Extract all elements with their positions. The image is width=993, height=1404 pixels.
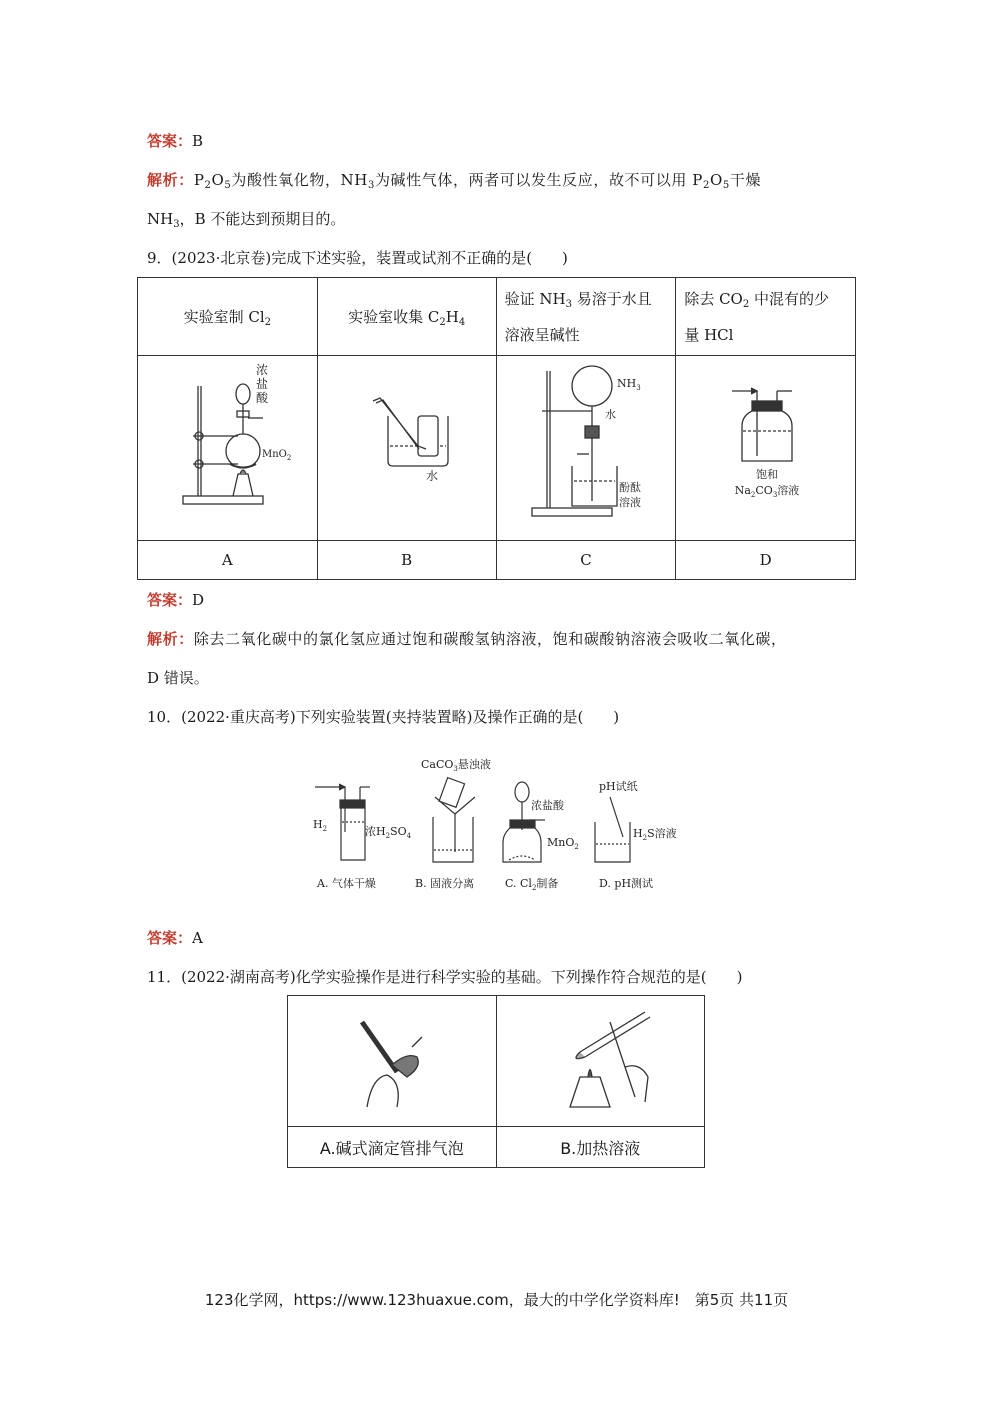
label: H (633, 827, 643, 840)
sub: 3 (565, 298, 573, 310)
answer-label: 答案： (147, 591, 193, 609)
q11-figure-row (288, 996, 705, 1127)
label: CaCO (421, 758, 454, 771)
label: MnO (262, 449, 288, 460)
heating-test-tube-icon (500, 997, 700, 1122)
sub: 4 (406, 832, 412, 840)
answer-value: B (192, 132, 204, 150)
q8-analysis-line2 (147, 208, 345, 230)
label: S溶液 (647, 827, 677, 840)
sub: 3 (772, 491, 777, 499)
q9-figure-row (138, 356, 856, 541)
sub: 2 (742, 298, 750, 310)
sub: 2 (287, 454, 292, 462)
text: NH (147, 210, 174, 228)
option-label: D (676, 541, 856, 580)
caption: D. pH测试 (599, 877, 654, 890)
text: 实验室制 Cl (183, 307, 265, 326)
sub: 2 (703, 180, 710, 191)
label: 酚酞 (618, 481, 641, 494)
q11-question: 11．(2022·湖南高考)化学实验操作是进行科学实验的基础。下列操作符合规范的是( ) (147, 968, 743, 986)
q10-figure (305, 752, 695, 897)
sub: 3 (173, 219, 180, 230)
answer-label: 答案： (147, 929, 193, 947)
label: CO (755, 484, 773, 497)
analysis-label: 解析： (147, 630, 194, 648)
sub: 2 (439, 316, 446, 328)
q9-figure-a (138, 356, 318, 541)
label: 水 (425, 469, 438, 483)
sub: 2 (750, 491, 756, 499)
option-label: B.加热溶液 (496, 1127, 705, 1168)
svg-text:浓H2SO4 (365, 824, 412, 840)
text: 易溶于水且 (572, 289, 652, 308)
text: 中混有的少 (749, 289, 830, 308)
q9-analysis-line2: D 错误。 (147, 669, 209, 687)
text: P (193, 171, 205, 189)
q9-header-b (317, 278, 496, 356)
q11-figure-b (496, 996, 705, 1127)
sub: 2 (531, 884, 537, 892)
sub: 3 (636, 384, 641, 392)
sub: 2 (264, 316, 272, 328)
text: H (445, 307, 459, 326)
sub: 3 (367, 180, 375, 191)
text: 验证 NH (504, 289, 566, 308)
label: 溶液 (618, 496, 641, 509)
svg-text:H2 (313, 818, 327, 833)
caption: B. 固液分离 (415, 877, 475, 890)
text: O (709, 171, 723, 189)
answer-value: D (192, 591, 205, 609)
q8-answer (147, 130, 203, 151)
sub: 5 (224, 180, 232, 191)
label: 盐 (256, 377, 269, 391)
fountain-experiment-apparatus-icon (497, 356, 675, 536)
q9-table (137, 277, 856, 580)
lab-apparatus-set-icon (305, 752, 695, 897)
sub: 3 (453, 765, 458, 773)
svg-text:MnO2 (547, 836, 579, 851)
sub: 5 (722, 180, 730, 191)
label: 浓盐酸 (531, 799, 564, 812)
text: 为酸性氧化物，NH (231, 171, 368, 189)
caption: A. 气体干燥 (317, 877, 376, 890)
label: 悬浊液 (457, 758, 491, 771)
text: 为碱性气体，两者可以发生反应，故不可以用 P (374, 171, 704, 189)
sub: 2 (204, 180, 212, 191)
q10-question: 10．(2022·重庆高考)下列实验装置(夹持装置略)及操作正确的是( ) (147, 708, 620, 726)
label: 溶液 (776, 484, 799, 497)
q9-header-row (138, 278, 856, 356)
text: ，B 不能达到预期目的。 (179, 210, 346, 228)
label: MnO (547, 836, 575, 849)
analysis-label: 解析： (147, 171, 194, 189)
gas-washing-bottle-icon (677, 356, 855, 536)
option-label: B (317, 541, 496, 580)
sub: 2 (574, 843, 579, 851)
q9-figure-b (317, 356, 496, 541)
svg-text:MnO2 (262, 449, 291, 462)
label: 浓H (365, 825, 386, 838)
caption: 制备 (536, 877, 559, 890)
label: NH (616, 377, 637, 390)
q11-label-row (288, 1127, 705, 1168)
label: SO (390, 825, 407, 838)
q9-header-c (496, 278, 676, 356)
q11-table (287, 995, 705, 1168)
label: pH试纸 (599, 780, 638, 793)
svg-text:C. Cl2制备 (505, 876, 558, 892)
label: Na (734, 484, 751, 497)
svg-text:Na2CO3溶液 (734, 483, 799, 499)
q9-label-row (138, 541, 856, 580)
label: 饱和 (755, 468, 778, 481)
svg-text:CaCO3悬浊液 (421, 757, 491, 773)
page-footer: 123化学网，https://www.123huaxue.com，最大的中学化学资料库! 第5页 共11页 (204, 1291, 789, 1309)
label: 浓 (256, 363, 269, 377)
answer-value: A (192, 929, 203, 947)
q9-figure-c (496, 356, 676, 541)
answer-label: 答案： (147, 132, 193, 150)
caption: C. Cl (505, 877, 532, 890)
text: 除去二氧化碳中的氯化氢应通过饱和碳酸氢钠溶液，饱和碳酸钠溶液会吸收二氧化碳， (193, 630, 787, 648)
sub: 2 (385, 832, 391, 840)
q9-header-a (138, 278, 318, 356)
text: 量 HCl (684, 325, 734, 344)
svg-text:NH3 (617, 377, 641, 392)
q8-analysis-line1 (147, 169, 855, 191)
q9-figure-d (676, 356, 856, 541)
label: H (313, 818, 323, 831)
text: 实验室收集 C (348, 307, 440, 326)
q11-figure-a (288, 996, 497, 1127)
sub: 2 (642, 834, 648, 842)
q9-analysis-line1 (147, 628, 855, 649)
text: 干燥 (729, 171, 762, 189)
text: 溶液呈碱性 (504, 325, 580, 344)
text: 除去 CO (684, 289, 743, 308)
burette-bubble-removal-icon (292, 997, 492, 1122)
label: 水 (604, 408, 616, 421)
q10-answer (147, 927, 203, 948)
svg-text:H2S溶液 (633, 826, 677, 842)
option-label: A.碱式滴定管排气泡 (288, 1127, 497, 1168)
gas-collection-apparatus-icon (318, 356, 496, 536)
label: 酸 (256, 391, 269, 405)
q9-header-d (676, 278, 856, 356)
q9-question: 9．(2023·北京卷)完成下述实验，装置或试剂不正确的是( ) (147, 249, 568, 267)
option-label: C (496, 541, 676, 580)
option-label: A (138, 541, 318, 580)
chlorine-prep-apparatus-icon (138, 356, 316, 536)
sub: 2 (322, 825, 328, 833)
q9-answer (147, 589, 204, 610)
sub: 4 (458, 316, 466, 328)
text: O (211, 171, 225, 189)
